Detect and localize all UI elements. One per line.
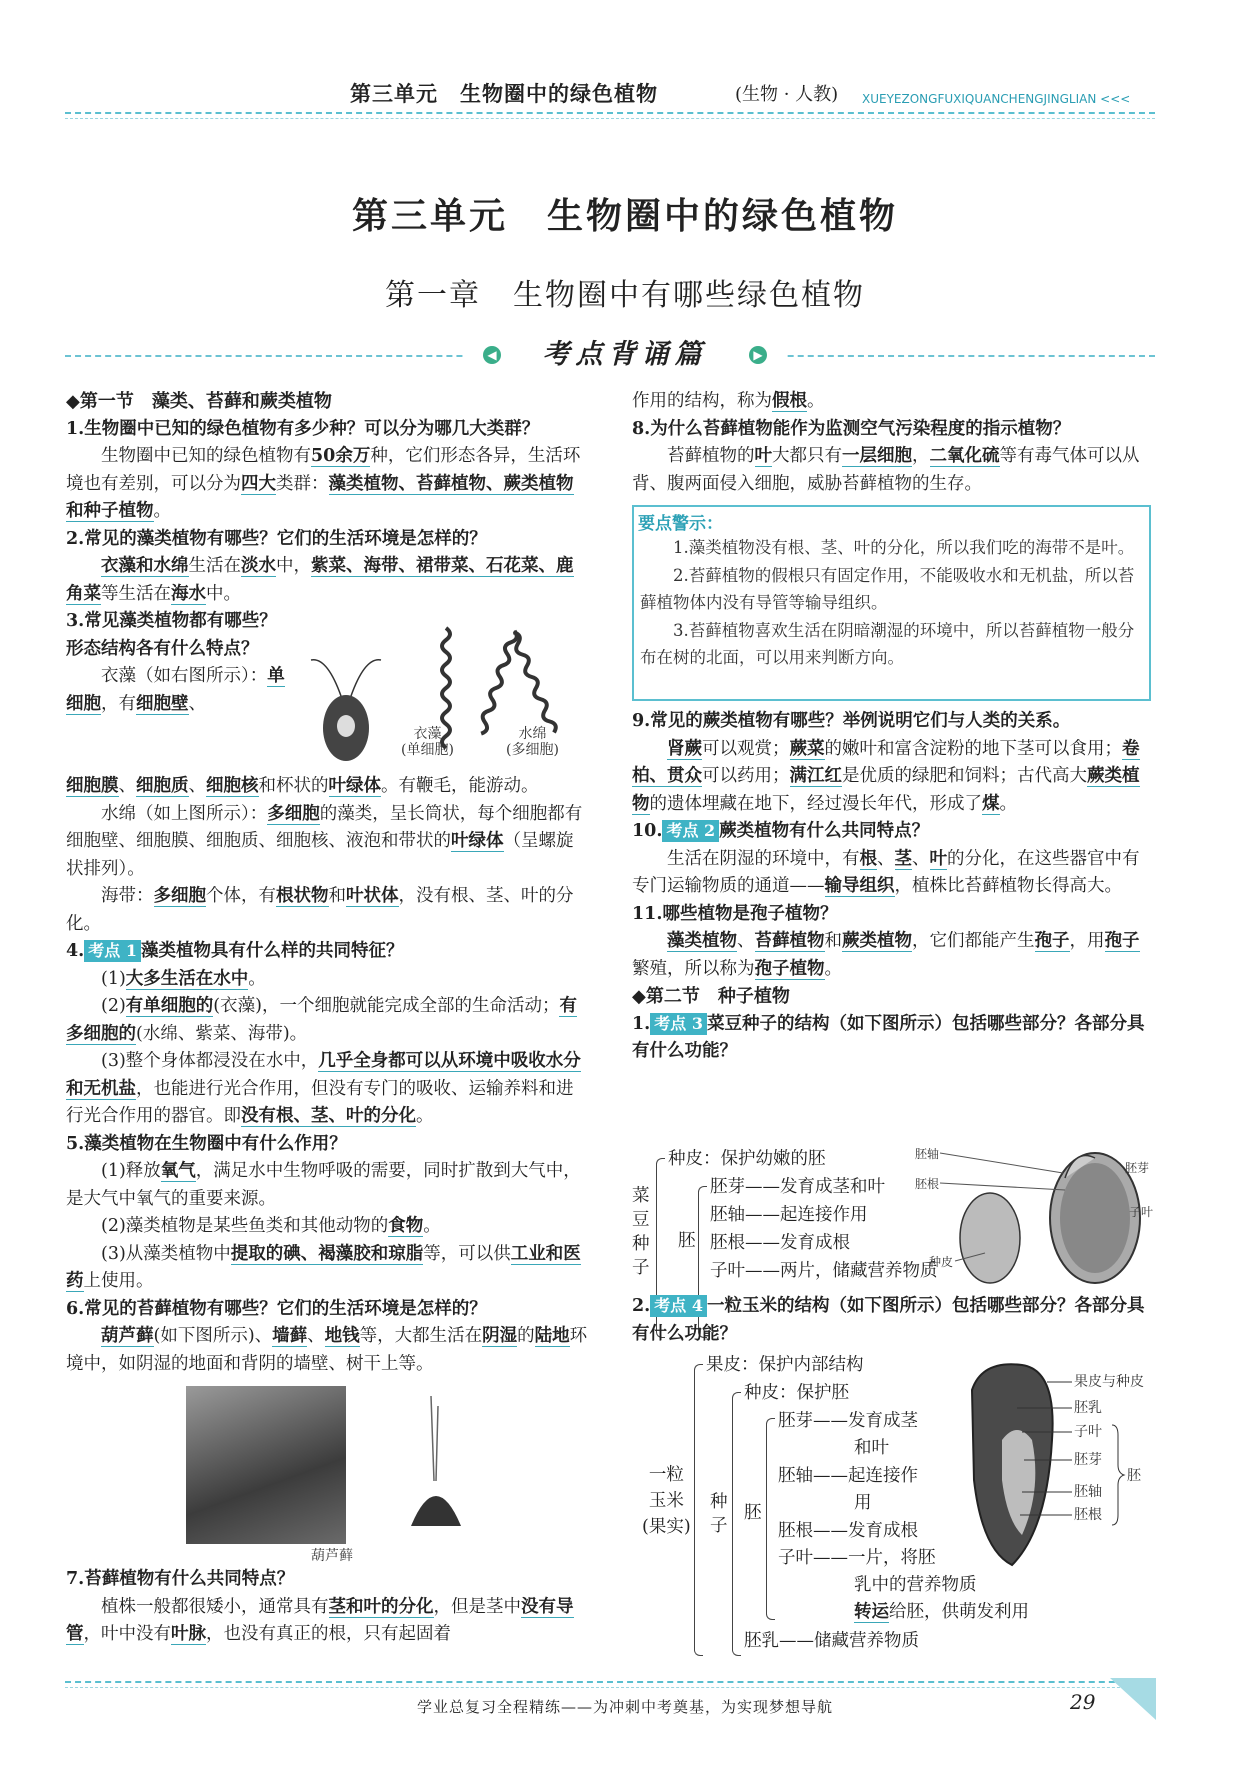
exam-point-tag: 考点 1	[84, 940, 141, 962]
answer-key: 墙藓	[272, 1326, 308, 1346]
answer-text: 、	[118, 776, 136, 796]
answer-key: 提取的碘、褐藻胶和琼脂	[230, 1243, 424, 1264]
figure-label: 胚芽	[1125, 1161, 1150, 1175]
moss-figure	[66, 1378, 588, 1566]
answer-key: 叶绿体	[328, 776, 381, 796]
answer-text: 苔藓植物的	[667, 446, 755, 466]
answer-key: 细胞质	[136, 776, 189, 796]
answer	[632, 443, 1152, 498]
question-number: 1.	[632, 1013, 651, 1034]
answer-text: 的嫩叶和富含淀粉的地下茎可以食用；	[824, 738, 1122, 759]
footer-divider	[65, 1681, 1155, 1683]
answer-text: 、	[912, 848, 930, 869]
question-number: 2.	[632, 1296, 651, 1316]
answer-text: 、	[877, 848, 895, 869]
tree-brace	[732, 1392, 741, 1656]
answer-key: 苔藓植物	[754, 931, 825, 951]
answer-text: 可以药用；	[702, 766, 790, 786]
answer-text: 、	[188, 693, 206, 714]
answer-text: 种，它们形态各异，生活环境也有差别，可以分为	[66, 446, 581, 494]
answer-key: 50余万	[311, 446, 371, 466]
answer-text: 是优质的绿肥和饲料；古代高大	[842, 766, 1087, 786]
answer-text: 、	[307, 1326, 325, 1346]
answer-key: 衣藻和水绵	[101, 556, 189, 576]
answer-text: ，但是茎中	[433, 1596, 521, 1617]
answer	[66, 663, 286, 718]
question-text: 蕨类植物有什么共同特点？	[719, 821, 930, 841]
tree-node: 胚轴——起连接作用	[710, 1205, 868, 1225]
question: 8.为什么苔藓植物能作为监测空气污染程度的指示植物？	[632, 418, 1071, 439]
answer-key: 蕨菜	[789, 738, 825, 759]
answer-text: 作用的结构，称为	[632, 391, 772, 411]
figure-label: 胚芽	[1074, 1452, 1102, 1468]
answer-text: (如下图所示)、	[153, 1326, 273, 1346]
answer-key: 陆地	[534, 1326, 570, 1346]
question: 2.常见的藻类植物有哪些？它们的生活环境是怎样的？	[66, 528, 487, 549]
answer-text: 中。	[206, 583, 241, 604]
answer-text: 类群：	[276, 473, 329, 494]
answer-key: 叶状体	[346, 886, 399, 906]
answer-key: 多细胞	[153, 886, 206, 906]
caption-line: 水绵	[518, 726, 547, 742]
answer	[632, 736, 1152, 819]
answer-key: 孢子	[1104, 931, 1140, 951]
question: 6.常见的苔藓植物有哪些？它们的生活环境是怎样的？	[66, 1298, 487, 1319]
answer-text: ，也没有真正的根，只有起固着	[206, 1624, 451, 1644]
answer-key: 煤	[982, 793, 1000, 814]
tree-root-line: 一粒	[648, 1465, 684, 1485]
figure-label: 种皮	[929, 1255, 954, 1269]
answer	[66, 966, 588, 994]
tree-root-line: 玉米	[648, 1491, 684, 1511]
answer-key: 藻类植物	[667, 931, 737, 951]
answer	[66, 993, 588, 1048]
answer-text: 的	[517, 1326, 535, 1346]
tree-brace	[694, 1364, 703, 1656]
figure-label: 胚	[1127, 1468, 1141, 1484]
figure-label: 胚乳	[1074, 1400, 1102, 1416]
answer-key: 食物	[388, 1216, 424, 1236]
footer-slogan: 学业总复习全程精练——为冲刺中考奠基，为实现梦想导航	[416, 1698, 833, 1716]
tree-node: 胚乳——储藏营养物质	[744, 1631, 919, 1651]
answer	[66, 1241, 588, 1296]
answer	[66, 443, 588, 526]
answer-text: ，它们都能产生	[912, 931, 1035, 951]
answer-key: 孢子植物	[754, 958, 825, 979]
header-divider-thin	[65, 118, 1155, 119]
answer-key: 地钱	[324, 1326, 360, 1346]
answer-text: (1)	[101, 968, 126, 989]
answer	[632, 388, 1152, 416]
chapter-title: 第一章 生物圈中有哪些绿色植物	[385, 278, 865, 313]
section-heading: ◆第一节 藻类、苔藓和蕨类植物	[66, 391, 332, 412]
answer-text: 等，大都生活在	[359, 1326, 483, 1346]
answer-text: 等，可以供	[423, 1243, 511, 1264]
figure-caption	[506, 726, 559, 758]
warning-item: 2.苔藓植物的假根只有固定作用，不能吸收水和无机盐，所以苔藓植物体内没有导管等输导组织。	[640, 565, 1135, 612]
answer-text: ，用	[1069, 931, 1105, 951]
tree-node: 乳中的营养物质	[854, 1575, 977, 1595]
question: 9.常见的蕨类植物有哪些？举例说明它们与人类的关系。	[632, 711, 1071, 731]
corn-drawing	[962, 1360, 1152, 1570]
answer-key: 茎和叶的分化	[328, 1596, 434, 1617]
answer-key: 叶	[929, 848, 947, 869]
answer-key: 四大	[241, 473, 276, 494]
chevron-left-icon: ◀	[483, 346, 501, 364]
answer-text: (水绵、紫菜、海带)。	[136, 1023, 308, 1044]
answer	[66, 1048, 588, 1131]
chevron-right-icon: ▶	[749, 346, 767, 364]
answer-key: 假根	[772, 391, 807, 411]
caption-line: 衣藻	[413, 726, 442, 742]
answer-text: （呈螺旋状排列）。	[66, 831, 574, 879]
right-column-lower	[632, 708, 1152, 1066]
answer-text: ，也能进行光合作用，但没有专门的吸收、运输养料和进行光合作用的器官。即	[66, 1078, 574, 1126]
warning-title: 要点警示：	[638, 514, 723, 534]
answer-key: 藻类植物、苔藓植物、蕨类植物和种子植物	[66, 473, 574, 521]
answer-key: 海水	[171, 583, 206, 604]
unit-title: 第三单元 生物圈中的绿色植物	[351, 195, 898, 237]
answer-text: ，满足水中生物呼吸的需要，同时扩散到大气中，是大气中氧气的重要来源。	[66, 1161, 581, 1209]
answer-key: 孢子	[1034, 931, 1070, 951]
page-number: 29	[1070, 1690, 1096, 1714]
answer	[66, 801, 588, 884]
answer-text: 植株一般都很矮小，通常具有	[101, 1596, 329, 1617]
question	[632, 1011, 1152, 1066]
answer-key: 大多生活在水中	[125, 968, 249, 989]
answer-text: 中，	[276, 556, 311, 576]
answer-text: (1)释放	[101, 1161, 161, 1181]
figure-label: 子叶	[1129, 1205, 1154, 1219]
answer-text: 生活在	[188, 556, 241, 576]
answer-key: 转运	[854, 1602, 889, 1622]
answer	[66, 1213, 588, 1241]
tree-root-line: (果实)	[642, 1517, 691, 1537]
warning-box	[632, 505, 1151, 701]
question: 1.生物圈中已知的绿色植物有多少种？可以分为哪几大类群？	[66, 418, 540, 439]
answer	[66, 1323, 588, 1378]
tree-node: 子叶——一片，将胚	[778, 1548, 936, 1568]
tree-root: 菜豆种子	[632, 1186, 650, 1278]
answer-key: 叶	[754, 446, 772, 466]
tree-node-text: 给胚，供萌发利用	[889, 1602, 1029, 1622]
answer-text: 。	[416, 1106, 434, 1126]
question-text: 菜豆种子的结构（如下图所示）包括哪些部分？各部分具有什么功能？	[632, 1013, 1145, 1061]
tree-node: 胚	[744, 1503, 762, 1523]
answer-text: (衣藻)，一个细胞就能完成全部的生命活动；	[213, 996, 560, 1016]
exam-point-tag: 考点 2	[662, 820, 719, 842]
figure-label: 果皮与种皮	[1074, 1374, 1144, 1390]
header-title: 第三单元 生物圈中的绿色植物	[350, 81, 658, 106]
answer-key: 卷柏、贯众	[632, 738, 1140, 786]
right-column	[632, 388, 1152, 498]
question: 11.哪些植物是孢子植物？	[632, 903, 838, 924]
answer-text: 和杯状的	[258, 776, 329, 796]
answer-text: 和	[328, 886, 346, 906]
caption-line: (多细胞)	[506, 742, 559, 758]
answer-key: 蕨类植物	[842, 931, 912, 951]
answer-text: 环境中，如阴湿的地面和背阴的墙壁、树干上等。	[66, 1326, 588, 1374]
answer-text: 水绵（如上图所示）：	[101, 803, 268, 824]
question	[632, 818, 1152, 846]
answer-key: 多细胞	[267, 803, 320, 824]
answer-text: ，	[912, 446, 930, 466]
answer-text: (3)整个身体都浸没在水中，	[101, 1051, 319, 1071]
answer-text: 。	[999, 793, 1017, 814]
question-text: 一粒玉米的结构（如下图所示）包括哪些部分？各部分具有什么功能？	[632, 1296, 1145, 1344]
question	[632, 1293, 1152, 1348]
tree-node: 胚	[678, 1231, 696, 1251]
exam-point-tag: 考点 4	[650, 1295, 707, 1317]
answer-text: (2)藻类植物是某些鱼类和其他动物的	[101, 1216, 389, 1236]
answer	[632, 928, 1152, 983]
corn-figure	[962, 1360, 1152, 1570]
corn-question-block	[632, 1293, 1152, 1348]
answer-key: 根状物	[276, 886, 329, 906]
answer-key: 一层细胞	[842, 446, 912, 466]
answer-text: 繁殖，所以称为	[632, 958, 755, 979]
answer	[66, 883, 588, 938]
answer-key: 紫菜、海带、裙带菜、石花菜、鹿角菜	[66, 556, 574, 604]
answer	[66, 1594, 588, 1649]
answer-text: 生物圈中已知的绿色植物有	[101, 446, 311, 466]
tree-node: 种皮：保护幼嫩的胚	[668, 1149, 826, 1169]
answer-key: 没有导管	[66, 1596, 574, 1644]
exam-point-tag: 考点 3	[650, 1013, 707, 1035]
answer-key: 蕨类植物	[632, 766, 1140, 814]
question: 3.常见藻类植物都有哪些？形态结构各有什么特点？	[66, 611, 277, 659]
answer-key: 满江红	[789, 766, 842, 786]
answer-key: 茎	[894, 848, 912, 869]
answer-text: (2)	[101, 996, 126, 1016]
tree-node: 胚芽——发育成茎和叶	[710, 1177, 885, 1197]
answer-key: 没有根、茎、叶的分化	[241, 1106, 416, 1126]
answer-key: 淡水	[241, 556, 276, 576]
answer-key: 工业和医药	[66, 1243, 581, 1291]
tree-node: 胚轴——起连接作	[778, 1466, 918, 1486]
tree-node: 和叶	[854, 1438, 889, 1458]
tree-node: 果皮：保护内部结构	[706, 1355, 864, 1375]
answer-text: 。	[807, 391, 825, 411]
answer-text: 、	[737, 931, 755, 951]
bean-figure	[915, 1138, 1155, 1288]
answer-text: 的分化，在这些器官中有专门运输物质的通道——	[632, 848, 1140, 896]
section-banner	[465, 333, 785, 377]
page-corner-decoration	[1110, 1678, 1156, 1720]
warning-item: 3.苔藓植物喜欢生活在阴暗潮湿的环境中，所以苔藓植物一般分布在树的北面，可以用来判断方向。	[640, 620, 1135, 667]
answer-text: 和	[824, 931, 842, 951]
footer-divider-thin	[65, 1687, 1155, 1688]
answer-key: 葫芦藓	[101, 1326, 154, 1346]
tree-node: 胚根——发育成根	[710, 1233, 850, 1253]
answer-key: 肾蕨	[667, 738, 702, 759]
answer	[66, 773, 588, 801]
answer-key: 细胞壁	[136, 693, 189, 714]
answer-text: 。	[824, 958, 842, 979]
banner-text: 考点背诵篇	[542, 339, 708, 370]
answer	[632, 846, 1152, 901]
answer-text: ，没有根、茎、叶的分化。	[66, 886, 574, 934]
answer-key: 叶脉	[171, 1624, 206, 1644]
answer-text: 个体，有	[206, 886, 276, 906]
tree-node: 胚根——发育成根	[778, 1521, 918, 1541]
question: 5.藻类植物在生物圈中有什么作用？	[66, 1133, 347, 1154]
caption-line: (单细胞)	[401, 742, 454, 758]
tree-node: 用	[854, 1493, 872, 1513]
header-subject: (生物 · 人教)	[735, 84, 839, 105]
answer-text: 等生活在	[101, 583, 171, 604]
answer-key: 输导组织	[824, 876, 895, 896]
tree-node: 胚芽——发育成茎	[778, 1411, 918, 1431]
question-number: 4.	[66, 941, 85, 961]
answer-text: 。	[248, 968, 266, 989]
answer-key: 有多细胞的	[66, 996, 577, 1044]
question: 7.苔藓植物有什么共同特点？	[66, 1569, 295, 1589]
answer-key: 阴湿	[482, 1326, 518, 1346]
answer-text: 的藻类，呈长筒状，每个细胞都有细胞壁、细胞膜、细胞质、细胞核、液泡和带状的	[66, 803, 583, 851]
answer-text: 。	[153, 501, 171, 521]
question	[66, 938, 588, 966]
algae-block	[66, 608, 588, 773]
question-number: 10.	[632, 821, 663, 841]
answer-key: 几乎全身都可以从环境中吸收水分和无机盐	[66, 1051, 581, 1099]
section-heading: ◆第二节 种子植物	[632, 986, 790, 1007]
left-column	[66, 388, 588, 1649]
moss-photo	[186, 1386, 346, 1544]
figure-label: 胚根	[915, 1177, 940, 1191]
figure-caption: 葫芦藓	[311, 1548, 353, 1564]
tree-root	[642, 1462, 691, 1540]
figure-label: 胚轴	[915, 1147, 940, 1161]
header-pinyin: XUEYEZONGFUXIQUANCHENGJINGLIAN <<<	[862, 92, 1131, 106]
answer-text: 大都只有	[772, 446, 842, 466]
answer-text: ，有	[101, 693, 136, 714]
header-divider	[65, 112, 1155, 114]
answer-text: 等有毒气体可以从背、腹两面侵入细胞，威胁苔藓植物的生存。	[632, 446, 1140, 494]
figure-label: 胚轴	[1074, 1484, 1102, 1500]
answer-text: 。有鞭毛，能游动。	[381, 776, 539, 796]
answer-key: 氧气	[160, 1161, 196, 1181]
answer-text: 、	[188, 776, 206, 796]
answer	[66, 553, 588, 608]
figure-label: 胚根	[1074, 1507, 1102, 1523]
answer-text: 可以观赏；	[702, 738, 790, 759]
answer-text: 衣藻（如右图所示）：	[101, 666, 268, 686]
answer-text: 生活在阴湿的环境中，有	[667, 848, 860, 869]
tree-node: 子叶——两片，储藏营养物质	[710, 1261, 938, 1281]
answer-key: 细胞膜	[66, 776, 119, 796]
answer	[66, 1158, 588, 1213]
tree-brace	[766, 1418, 775, 1620]
moss-drawing	[386, 1386, 486, 1536]
answer-key: 二氧化硫	[929, 446, 1000, 466]
tree-node: 种子	[710, 1492, 728, 1536]
answer-key: 细胞核	[206, 776, 259, 796]
answer-text: ，植株比苔藓植物长得高大。	[894, 876, 1122, 896]
answer-key: 单细胞	[66, 666, 285, 714]
answer-key: 有单细胞的	[125, 996, 214, 1016]
warning-item: 1.藻类植物没有根、茎、叶的分化，所以我们吃的海带不是叶。	[673, 538, 1135, 557]
answer-text: 的遗体埋藏在地下，经过漫长年代，形成了	[649, 793, 982, 814]
question-text: 藻类植物具有什么样的共同特征？	[141, 941, 404, 961]
answer-text: ，叶中没有	[83, 1624, 171, 1644]
answer-text: (3)从藻类植物中	[101, 1243, 231, 1264]
figure-caption	[401, 726, 454, 758]
figure-label: 子叶	[1074, 1424, 1102, 1440]
answer-key: 叶绿体	[451, 831, 504, 851]
answer-text: 海带：	[101, 886, 154, 906]
answer-text: 上使用。	[83, 1271, 154, 1291]
answer-key: 根	[859, 848, 877, 869]
tree-node: 种皮：保护胚	[744, 1383, 849, 1403]
answer-text: 。	[423, 1216, 441, 1236]
